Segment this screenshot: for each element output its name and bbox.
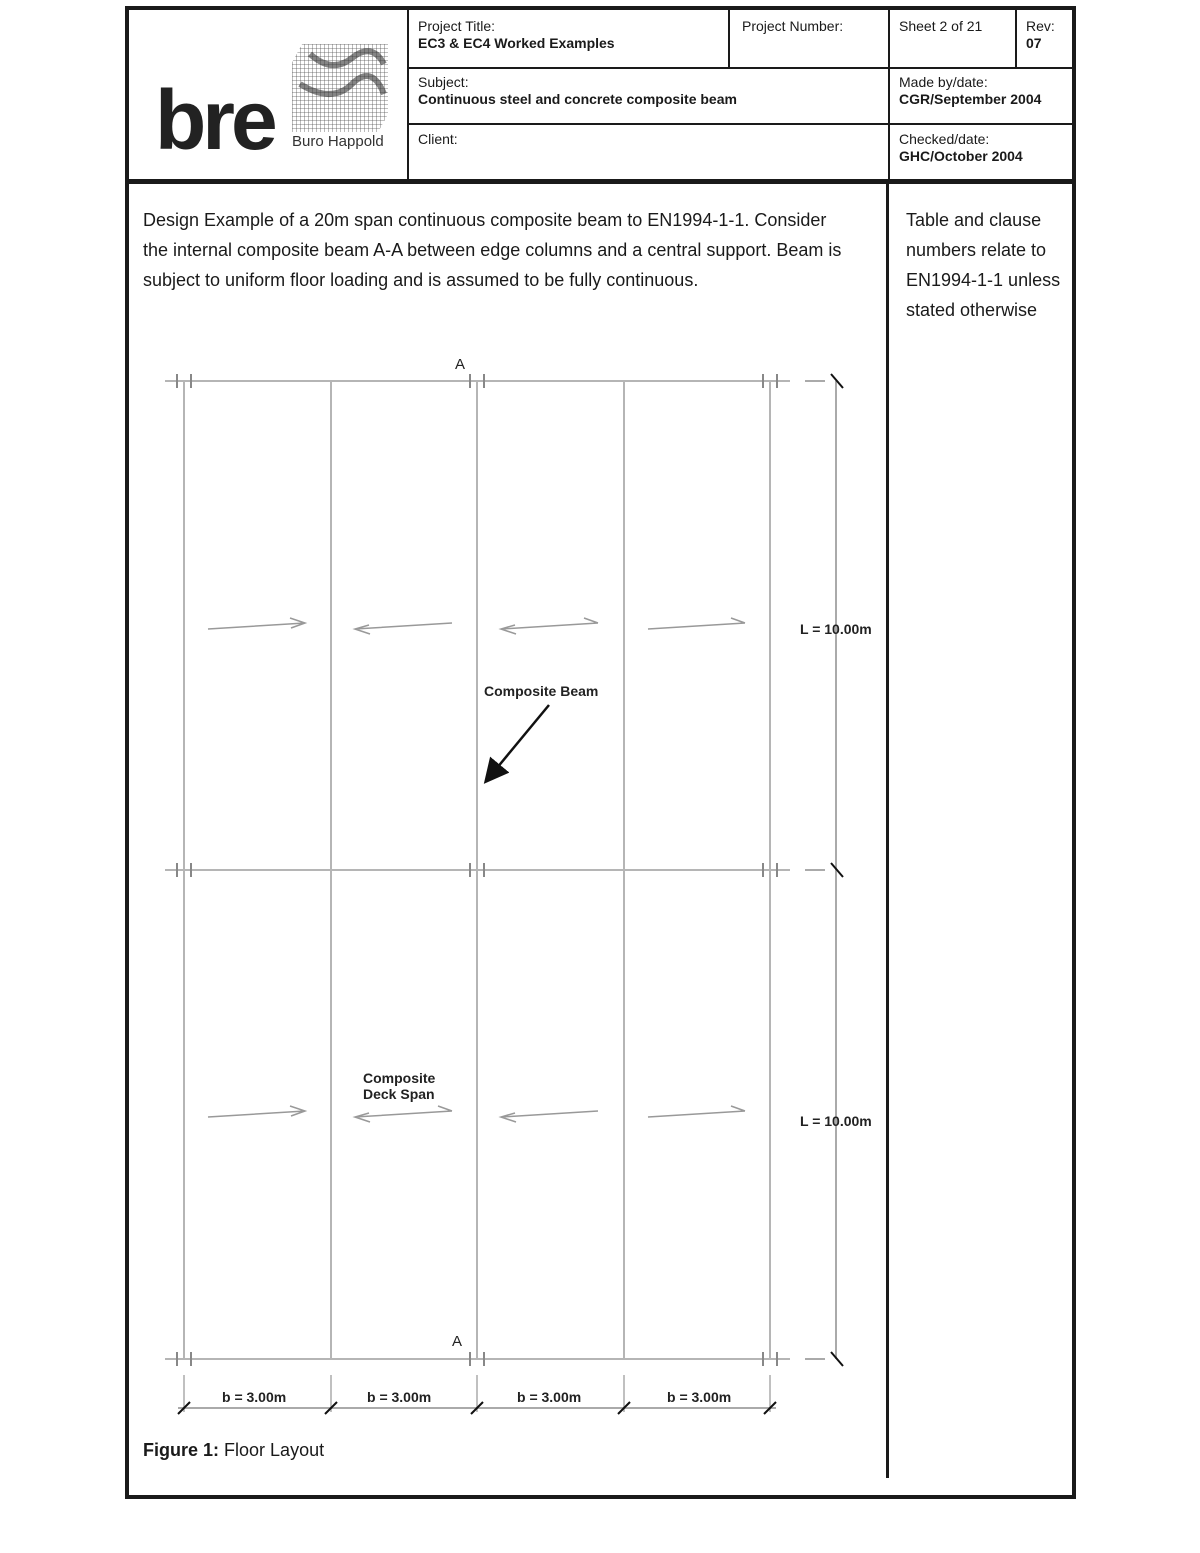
project-number-label: Project Number: xyxy=(742,18,844,34)
bre-logo: bre xyxy=(155,73,274,167)
project-title-label: Project Title: xyxy=(418,18,496,34)
bay-width-label-2: b = 3.00m xyxy=(367,1389,432,1405)
figure-caption xyxy=(143,1440,324,1461)
subject-value: Continuous steel and concrete composite beam xyxy=(418,91,737,107)
rev-label: Rev: xyxy=(1026,18,1055,34)
deck-span-label-line-1: Composite xyxy=(363,1070,436,1086)
sheet-number: Sheet 2 of 21 xyxy=(899,18,983,34)
composite-beam-arrow xyxy=(487,705,549,780)
client-label: Client: xyxy=(418,131,458,147)
section-mark-top: A xyxy=(455,356,466,373)
made-by-value: CGR/September 2004 xyxy=(899,91,1042,107)
margin-note: Table and clause numbers relate to EN1994-1-1 unless stated otherwise xyxy=(906,210,1061,320)
composite-beam-label: Composite Beam xyxy=(484,683,599,699)
made-by-label: Made by/date: xyxy=(899,74,988,90)
buro-happold-logo-text: Buro Happold xyxy=(292,133,384,150)
span-label-top: L = 10.00m xyxy=(800,621,872,637)
intro-paragraph: Design Example of a 20m span continuous composite beam to EN1994-1-1. Consider the internal composite beam A-A between edge columns and a central support. Beam is subject to uniform floor loading and is assumed to be fully continuous. xyxy=(143,210,842,290)
rev-value: 07 xyxy=(1026,35,1042,51)
bay-width-label-4: b = 3.00m xyxy=(667,1389,732,1405)
figure-caption-text: Floor Layout xyxy=(224,1440,325,1460)
subject-label: Subject: xyxy=(418,74,469,90)
figure-caption-number: Figure 1: xyxy=(143,1440,220,1460)
span-label-bottom: L = 10.00m xyxy=(800,1113,872,1129)
deck-span-label-line-2: Deck Span xyxy=(363,1086,435,1102)
bay-width-label-1: b = 3.00m xyxy=(222,1389,287,1405)
checked-value: GHC/October 2004 xyxy=(899,148,1023,164)
bay-width-label-3: b = 3.00m xyxy=(517,1389,582,1405)
checked-label: Checked/date: xyxy=(899,131,990,147)
section-mark-bottom: A xyxy=(452,1333,463,1350)
project-title-value: EC3 & EC4 Worked Examples xyxy=(418,35,615,51)
